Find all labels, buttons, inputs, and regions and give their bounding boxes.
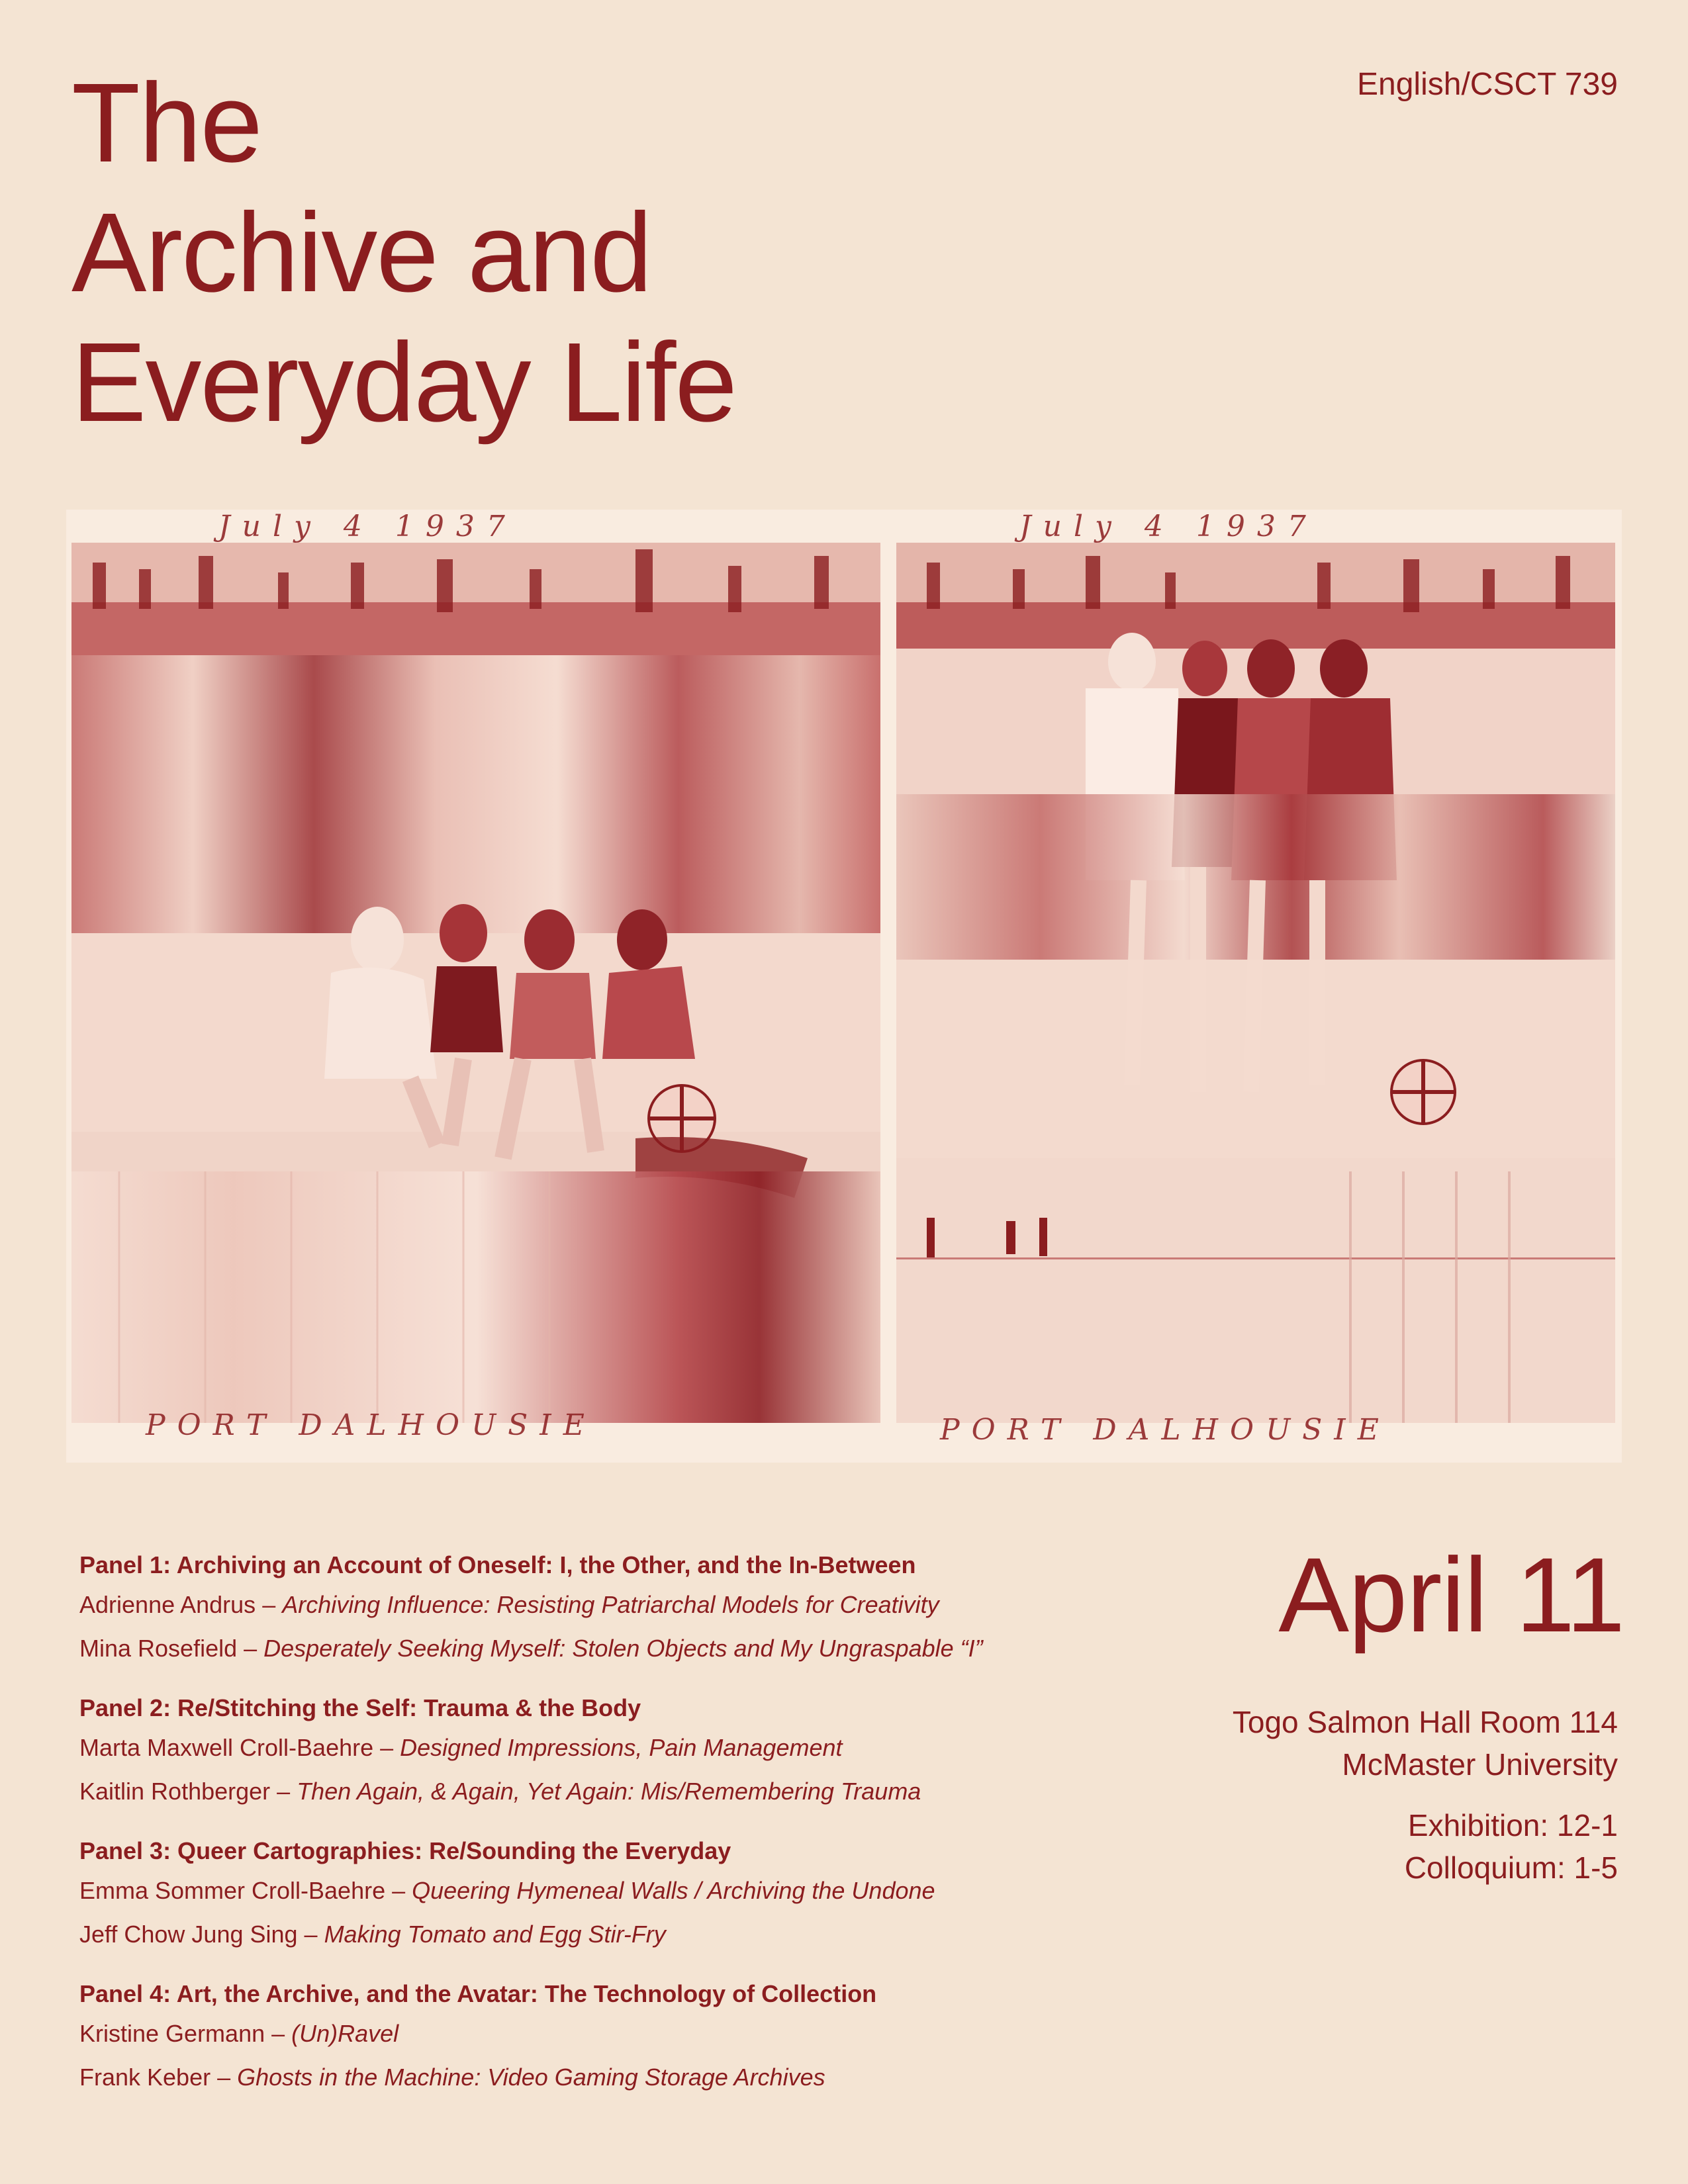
talk-item xyxy=(79,1770,1165,1813)
title-line-3: Everyday Life xyxy=(71,320,736,445)
panel-title: Panel 4: Art, the Archive, and the Avatar: The Technology of Collection xyxy=(79,1980,877,2007)
beach-photo-left xyxy=(66,510,887,1463)
panel-title: Panel 3: Queer Cartographies: Re/Sounding the Everyday xyxy=(79,1837,731,1864)
event-schedule xyxy=(1405,1804,1618,1889)
talk-title: Designed Impressions, Pain Management xyxy=(400,1734,843,1761)
event-venue xyxy=(1233,1701,1618,1786)
talk-title: Archiving Influence: Resisting Patriarchal Models for Creativity xyxy=(282,1591,939,1618)
panel-title: Panel 2: Re/Stitching the Self: Trauma & the Body xyxy=(79,1694,641,1721)
speaker-name: Emma Sommer Croll-Baehre – xyxy=(79,1877,412,1904)
panel-list xyxy=(79,1547,1165,2119)
photo-caption-place-left: PORT DALHOUSIE xyxy=(146,1408,596,1442)
speaker-name: Marta Maxwell Croll-Baehre – xyxy=(79,1734,400,1761)
panel-2 xyxy=(79,1690,1165,1813)
title-line-1: The xyxy=(71,60,261,186)
talk-item xyxy=(79,1869,1165,1913)
event-date: April 11 xyxy=(1278,1535,1624,1654)
venue-room: Togo Salmon Hall Room 114 xyxy=(1232,1705,1618,1739)
speaker-name: Kaitlin Rothberger – xyxy=(79,1778,297,1805)
panel-3 xyxy=(79,1833,1165,1956)
photo-caption-date-right: July 4 1937 xyxy=(1019,510,1318,543)
talk-title: Then Again, & Again, Yet Again: Mis/Remembering Trauma xyxy=(297,1778,921,1805)
speaker-name: Kristine Germann – xyxy=(79,2020,292,2047)
speaker-name: Adrienne Andrus – xyxy=(79,1591,283,1618)
talk-title: Making Tomato and Egg Stir-Fry xyxy=(324,1921,666,1948)
beach-photo-left-image xyxy=(66,510,887,1463)
course-code: English/CSCT 739 xyxy=(1357,67,1618,102)
exhibition-time: Exhibition: 12-1 xyxy=(1407,1808,1618,1843)
title-line-2: Archive and xyxy=(71,190,651,316)
speaker-name: Mina Rosefield – xyxy=(79,1635,264,1662)
photo-caption-place-right: PORT DALHOUSIE xyxy=(940,1413,1391,1447)
talk-item xyxy=(79,1627,1165,1670)
talk-title: Desperately Seeking Myself: Stolen Objects and My Ungraspable “I” xyxy=(263,1635,983,1662)
talk-item xyxy=(79,1913,1165,1956)
talk-title: Queering Hymeneal Walls / Archiving the Undone xyxy=(412,1877,935,1904)
beach-photo-right-image xyxy=(887,510,1622,1463)
colloquium-time: Colloquium: 1-5 xyxy=(1404,1850,1618,1885)
panel-1 xyxy=(79,1547,1165,1670)
speaker-name: Jeff Chow Jung Sing – xyxy=(79,1921,324,1948)
talk-title: Ghosts in the Machine: Video Gaming Storage Archives xyxy=(237,2064,825,2091)
venue-institution: McMaster University xyxy=(1342,1747,1618,1782)
talk-item xyxy=(79,1726,1165,1770)
panel-title: Panel 1: Archiving an Account of Oneself: I, the Other, and the In-Between xyxy=(79,1551,916,1578)
talk-item xyxy=(79,2056,1165,2099)
page-title xyxy=(71,58,736,447)
beach-photo-right xyxy=(887,510,1622,1463)
talk-item xyxy=(79,1583,1165,1627)
photo-caption-date-left: July 4 1937 xyxy=(218,510,517,543)
speaker-name: Frank Keber – xyxy=(79,2064,238,2091)
talk-item xyxy=(79,2012,1165,2056)
talk-title: (Un)Ravel xyxy=(291,2020,399,2047)
panel-4 xyxy=(79,1976,1165,2099)
archival-photos xyxy=(66,510,1622,1463)
